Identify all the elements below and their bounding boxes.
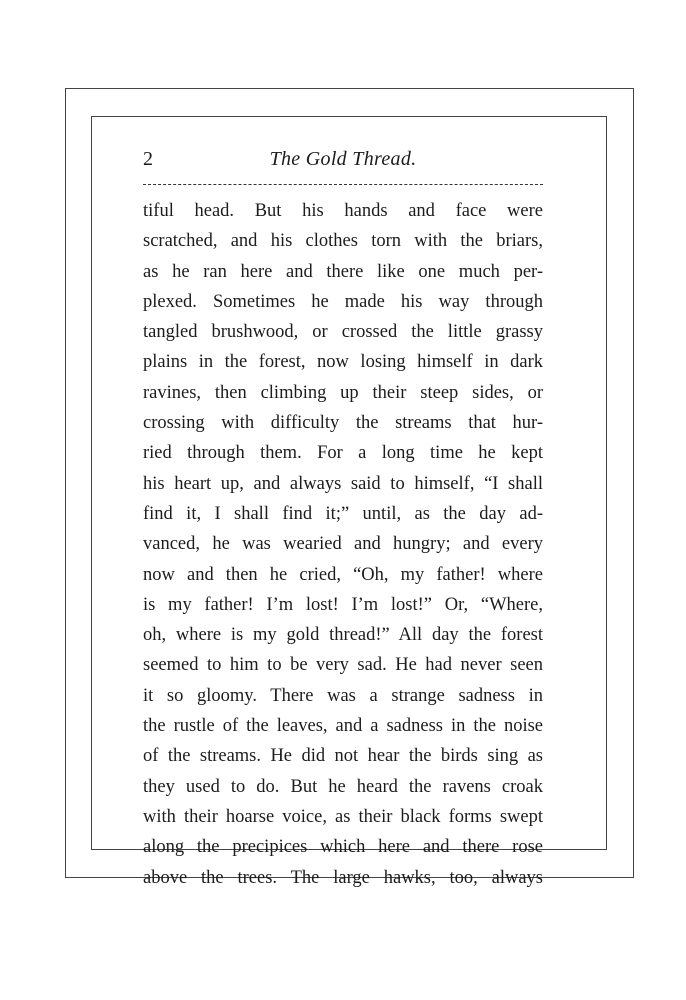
page-number: 2 bbox=[143, 148, 153, 170]
text-line: is my father! I’m lost! I’m lost!” Or, “Where, bbox=[143, 594, 543, 615]
text-line: plexed. Sometimes he made his way through bbox=[143, 291, 543, 312]
text-line: find it, I shall find it;” until, as the day ad- bbox=[143, 503, 543, 524]
text-line: seemed to him to be very sad. He had never seen bbox=[143, 655, 543, 676]
text-line: it so gloomy. There was a strange sadness in bbox=[143, 685, 543, 706]
text-line: the rustle of the leaves, and a sadness in the noise bbox=[143, 716, 543, 737]
text-line: tiful head. But his hands and face were bbox=[143, 201, 543, 221]
running-title: The Gold Thread. bbox=[269, 148, 417, 170]
text-line: above the trees. The large hawks, too, always bbox=[143, 867, 543, 888]
text-line: of the streams. He did not hear the birds sing as bbox=[143, 746, 543, 767]
text-line: as he ran here and there like one much per- bbox=[143, 261, 543, 282]
text-line: ravines, then climbing up their steep sides, or bbox=[143, 382, 543, 403]
text-line: crossing with difficulty the streams that hur- bbox=[143, 413, 543, 434]
header-rule bbox=[143, 184, 543, 185]
running-header bbox=[143, 148, 543, 176]
text-line: now and then he cried, “Oh, my father! where bbox=[143, 564, 543, 585]
text-line: along the precipices which here and there rose bbox=[143, 837, 543, 858]
text-line: they used to do. But he heard the ravens croak bbox=[143, 776, 543, 797]
text-line: his heart up, and always said to himself, “I shall bbox=[143, 473, 543, 494]
text-line: vanced, he was wearied and hungry; and every bbox=[143, 534, 543, 555]
text-line: scratched, and his clothes torn with the briars, bbox=[143, 231, 543, 252]
text-line: tangled brushwood, or crossed the little grassy bbox=[143, 322, 543, 343]
text-line: oh, where is my gold thread!” All day the forest bbox=[143, 625, 543, 646]
body-text bbox=[143, 196, 543, 893]
text-line: plains in the forest, now losing himself in dark bbox=[143, 352, 543, 373]
text-line: ried through them. For a long time he kept bbox=[143, 443, 543, 464]
text-line: with their hoarse voice, as their black forms swept bbox=[143, 806, 543, 827]
